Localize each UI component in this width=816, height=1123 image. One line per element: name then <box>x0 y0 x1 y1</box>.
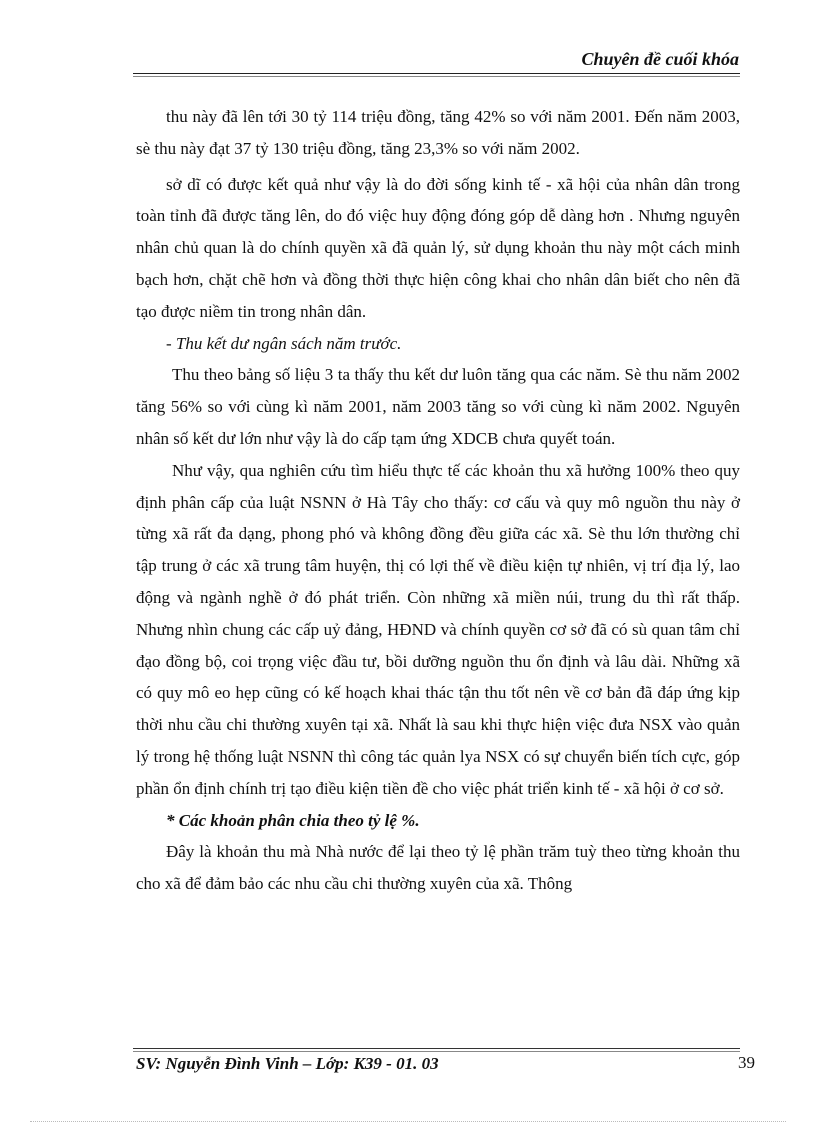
paragraph-2: sở dĩ có được kết quả như vậy là do đời sống kinh tế - xã hội của nhân dân trong toàn tỉnh đã được tăng lên, do đó việc huy động đóng góp dễ dàng hơn . Nhưng nguyên nhân chủ quan là do chính quyền xã đã quản lý, sử dụng khoản thu này một cách minh bạch hơn, chặt chẽ hơn và đồng thời thực hiện công khai cho nhân dân biết cho nên đã tạo được niềm tin trong nhân dân. <box>136 174 740 321</box>
header-title: Chuyên đề cuối khóa <box>581 49 739 69</box>
header-rule <box>133 73 740 74</box>
header-rule-thin <box>133 76 740 77</box>
paragraph-3: Thu theo bảng số liệu 3 ta thấy thu kết dư luôn tăng qua các năm. Sè thu năm 2002 tăng 56% so với cùng kì năm 2001, năm 2003 tăng so với cùng kì năm 2002. Nguyên nhân số kết dư lớn như vậy là do cấp tạm ứng XDCB chưa quyết toán. <box>136 365 740 448</box>
footer-author: SV: Nguyễn Đình Vinh – Lớp: K39 - 01. 03 <box>136 1054 439 1073</box>
page-edge-dotted-line <box>30 1121 786 1122</box>
page-number: 39 <box>738 1053 755 1072</box>
footer-rule <box>133 1048 740 1049</box>
section-heading-ket-du: - Thu kết dư ngân sách năm trước. <box>166 333 402 353</box>
footer-rule-thin <box>133 1051 740 1052</box>
body-text <box>136 101 740 900</box>
section-heading-phan-chia: * Các khoản phân chia theo tỷ lệ %. <box>166 810 420 830</box>
paragraph-4: Như vậy, qua nghiên cứu tìm hiểu thực tế các khoản thu xã hưởng 100% theo quy định phân cấp của luật NSNN ở Hà Tây cho thấy: cơ cấu và quy mô nguồn thu này ở từng xã rất đa dạng, phong phó và không đồng đều giữa các xã. Sè thu lớn thường chỉ tập trung ở các xã trung tâm huyện, thị có lợi thế về điều kiện tự nhiên, vị trí địa lý, lao động và ngành nghề ở đó phát triển. Còn những xã miền núi, trung du thì rất thấp. Nhưng nhìn chung các cấp uỷ đảng, HĐND và chính quyền cơ sở đã có sù quan tâm chỉ đạo đồng bộ, coi trọng việc đầu tư, bồi dưỡng nguồn thu ổn định và lâu dài. Những xã có quy mô eo hẹp cũng có kế hoạch khai thác tận thu tốt nên về cơ bản đã đáp ứng kịp thời nhu cầu chi thường xuyên tại xã. Nhất là sau khi thực hiện việc đưa NSX vào quản lý trong hệ thống luật NSNN thì công tác quản lya NSX có sự chuyển biến tích cực, góp phần ổn định chính trị tạo điều kiện tiền đề cho việc phát triển kinh tế - xã hội ở cơ sở. <box>136 460 740 798</box>
paragraph-5: Đây là khoản thu mà Nhà nước để lại theo tỷ lệ phần trăm tuỳ theo từng khoản thu cho xã để đảm bảo các nhu cầu chi thường xuyên của xã. Thông <box>136 842 740 894</box>
paragraph-1: thu này đã lên tới 30 tỷ 114 triệu đồng, tăng 42% so với năm 2001. Đến năm 2003, sè thu này đạt 37 tỷ 130 triệu đồng, tăng 23,3% so với năm 2002. <box>136 107 740 158</box>
